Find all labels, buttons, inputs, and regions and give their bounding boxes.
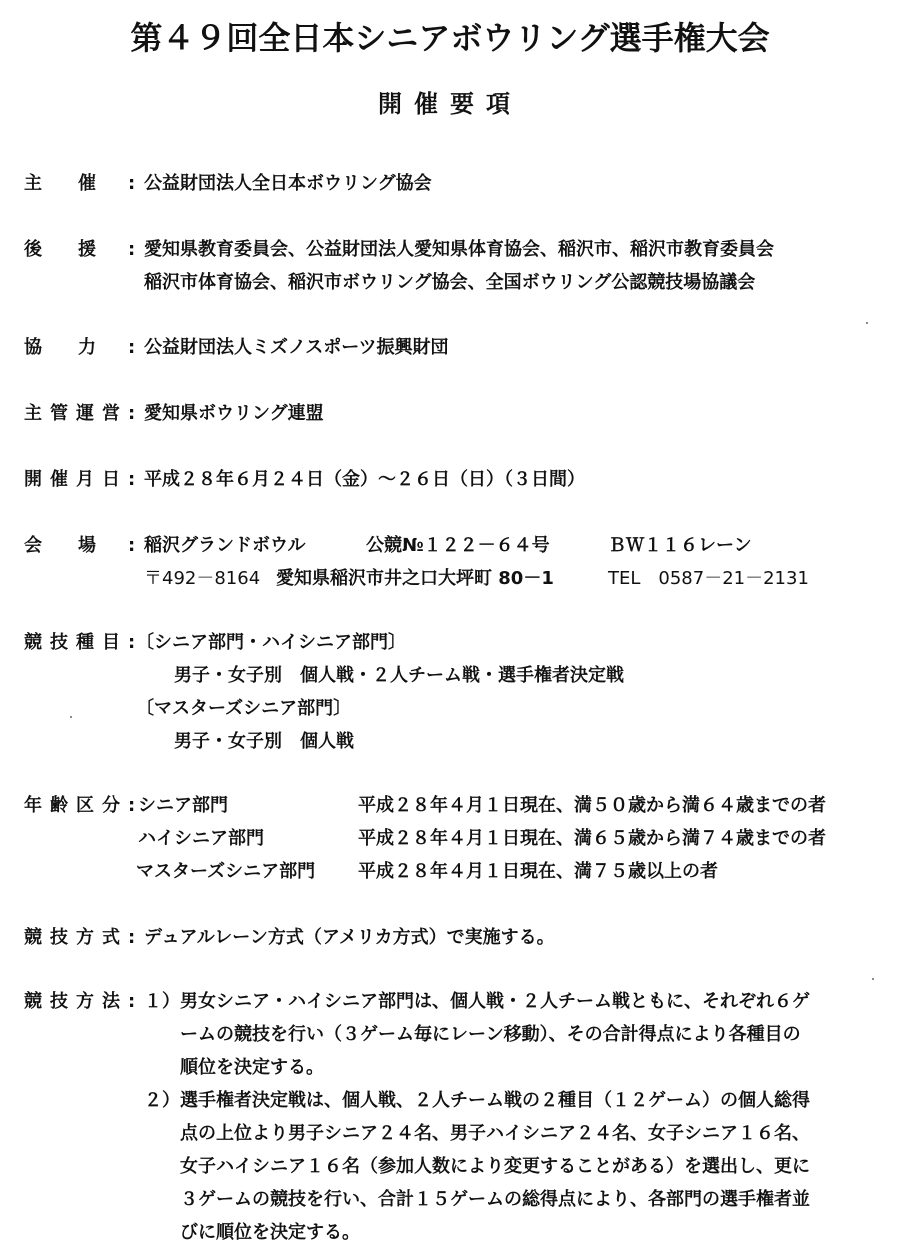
format-text: デュアルレーン方式（アメリカ方式）で実施する。	[144, 927, 555, 948]
venue-lanes: ＢＷ１１６レーン	[608, 535, 752, 556]
management-text: 愛知県ボウリング連盟	[144, 403, 324, 424]
age-row	[0, 790, 900, 888]
management-row	[0, 398, 900, 432]
label-colon: :	[128, 535, 136, 556]
label-colon: :	[128, 632, 136, 653]
label-colon: :	[128, 337, 136, 358]
method-item-1-number: １）	[144, 991, 180, 1012]
venue-certification: 公競№１２２－６４号	[366, 535, 550, 556]
venue-name: 稲沢グランドボウル	[144, 535, 306, 556]
page-subtitle: 開催要項	[378, 90, 522, 118]
label-colon: :	[128, 239, 136, 260]
events-division-senior: 〔シニア部門・ハイシニア部門〕	[136, 632, 406, 653]
age-division-2: ハイシニア部門	[138, 828, 264, 849]
method-item-2-line-4: ３ゲームの競技を行い、合計１５ゲームの総得点により、各部門の選手権者並	[180, 1189, 810, 1210]
venue-row	[0, 530, 900, 596]
dates-row	[0, 464, 900, 498]
method-item-2-line-1: 選手権者決定戦は、個人戦、２人チーム戦の２種目（１２ゲーム）の個人総得	[180, 1090, 810, 1111]
events-division-senior-detail: 男子・女子別 個人戦・２人チーム戦・選手権者決定戦	[174, 665, 624, 686]
age-criteria-1: 平成２８年４月１日現在、満５０歳から満６４歳までの者	[358, 795, 826, 816]
method-item-1-line-2: ームの競技を行い（３ゲーム毎にレーン移動）、その合計得点により各種目の	[180, 1024, 801, 1045]
format-label: 競技方式	[24, 927, 128, 948]
events-division-masters: 〔マスターズシニア部門〕	[136, 698, 352, 719]
venue-address: 愛知県稲沢市井之口大坪町 80－1	[276, 568, 554, 589]
support-line-2: 稲沢市体育協会、稲沢市ボウリング協会、全国ボウリング公認競技場協議会	[144, 272, 756, 293]
method-item-2-number: ２）	[144, 1090, 180, 1111]
age-division-3: マスターズシニア部門	[136, 861, 316, 882]
events-row	[0, 627, 900, 757]
management-label: 主管運営	[24, 403, 128, 424]
method-item-2-line-2: 点の上位より男子シニア２４名、男子ハイシニア２４名、女子シニア１６名、	[180, 1123, 810, 1144]
sponsor-row	[0, 168, 900, 202]
cooperation-row	[0, 332, 900, 366]
venue-telephone: TEL 0587－21－2131	[608, 568, 809, 589]
label-colon: :	[128, 795, 136, 816]
label-colon: :	[128, 403, 136, 424]
support-row	[0, 234, 900, 300]
age-criteria-2: 平成２８年４月１日現在、満６５歳から満７４歳までの者	[358, 828, 826, 849]
events-label: 競技種目	[24, 632, 128, 653]
age-label: 年齢区分	[24, 795, 128, 816]
label-colon: :	[128, 927, 136, 948]
method-item-1-line-1: 男女シニア・ハイシニア部門は、個人戦・２人チーム戦ともに、それぞれ６ゲ	[180, 991, 810, 1012]
method-item-2-line-5: びに順位を決定する。	[180, 1222, 360, 1243]
events-division-masters-detail: 男子・女子別 個人戦	[174, 731, 354, 752]
scan-speck	[872, 978, 874, 980]
age-criteria-3: 平成２８年４月１日現在、満７５歳以上の者	[358, 861, 718, 882]
dates-label: 開催月日	[24, 469, 128, 490]
venue-postal-code: 〒492－8164	[144, 568, 261, 589]
sponsor-label: 主 催	[24, 173, 96, 194]
method-item-2-line-3: 女子ハイシニア１６名（参加人数により変更することがある）を選出し、更に	[180, 1156, 810, 1177]
scan-speck	[70, 716, 72, 718]
age-division-1: シニア部門	[138, 795, 228, 816]
venue-label: 会 場	[24, 535, 96, 556]
method-row	[0, 986, 900, 1248]
dates-text: 平成２８年６月２４日（金）～２６日（日）（３日間）	[144, 469, 585, 490]
label-colon: :	[128, 173, 136, 194]
page-title: 第４９回全日本シニアボウリング選手権大会	[130, 19, 770, 57]
label-colon: :	[128, 991, 136, 1012]
method-label: 競技方法	[24, 991, 128, 1012]
sponsor-text: 公益財団法人全日本ボウリング協会	[144, 173, 432, 194]
cooperation-label: 協 力	[24, 337, 96, 358]
format-row	[0, 922, 900, 956]
support-label: 後 援	[24, 239, 96, 260]
scan-speck	[866, 322, 868, 324]
support-line-1: 愛知県教育委員会、公益財団法人愛知県体育協会、稲沢市、稲沢市教育委員会	[144, 239, 774, 260]
method-item-1-line-3: 順位を決定する。	[180, 1057, 324, 1078]
cooperation-text: 公益財団法人ミズノスポーツ振興財団	[144, 337, 449, 358]
label-colon: :	[128, 469, 136, 490]
